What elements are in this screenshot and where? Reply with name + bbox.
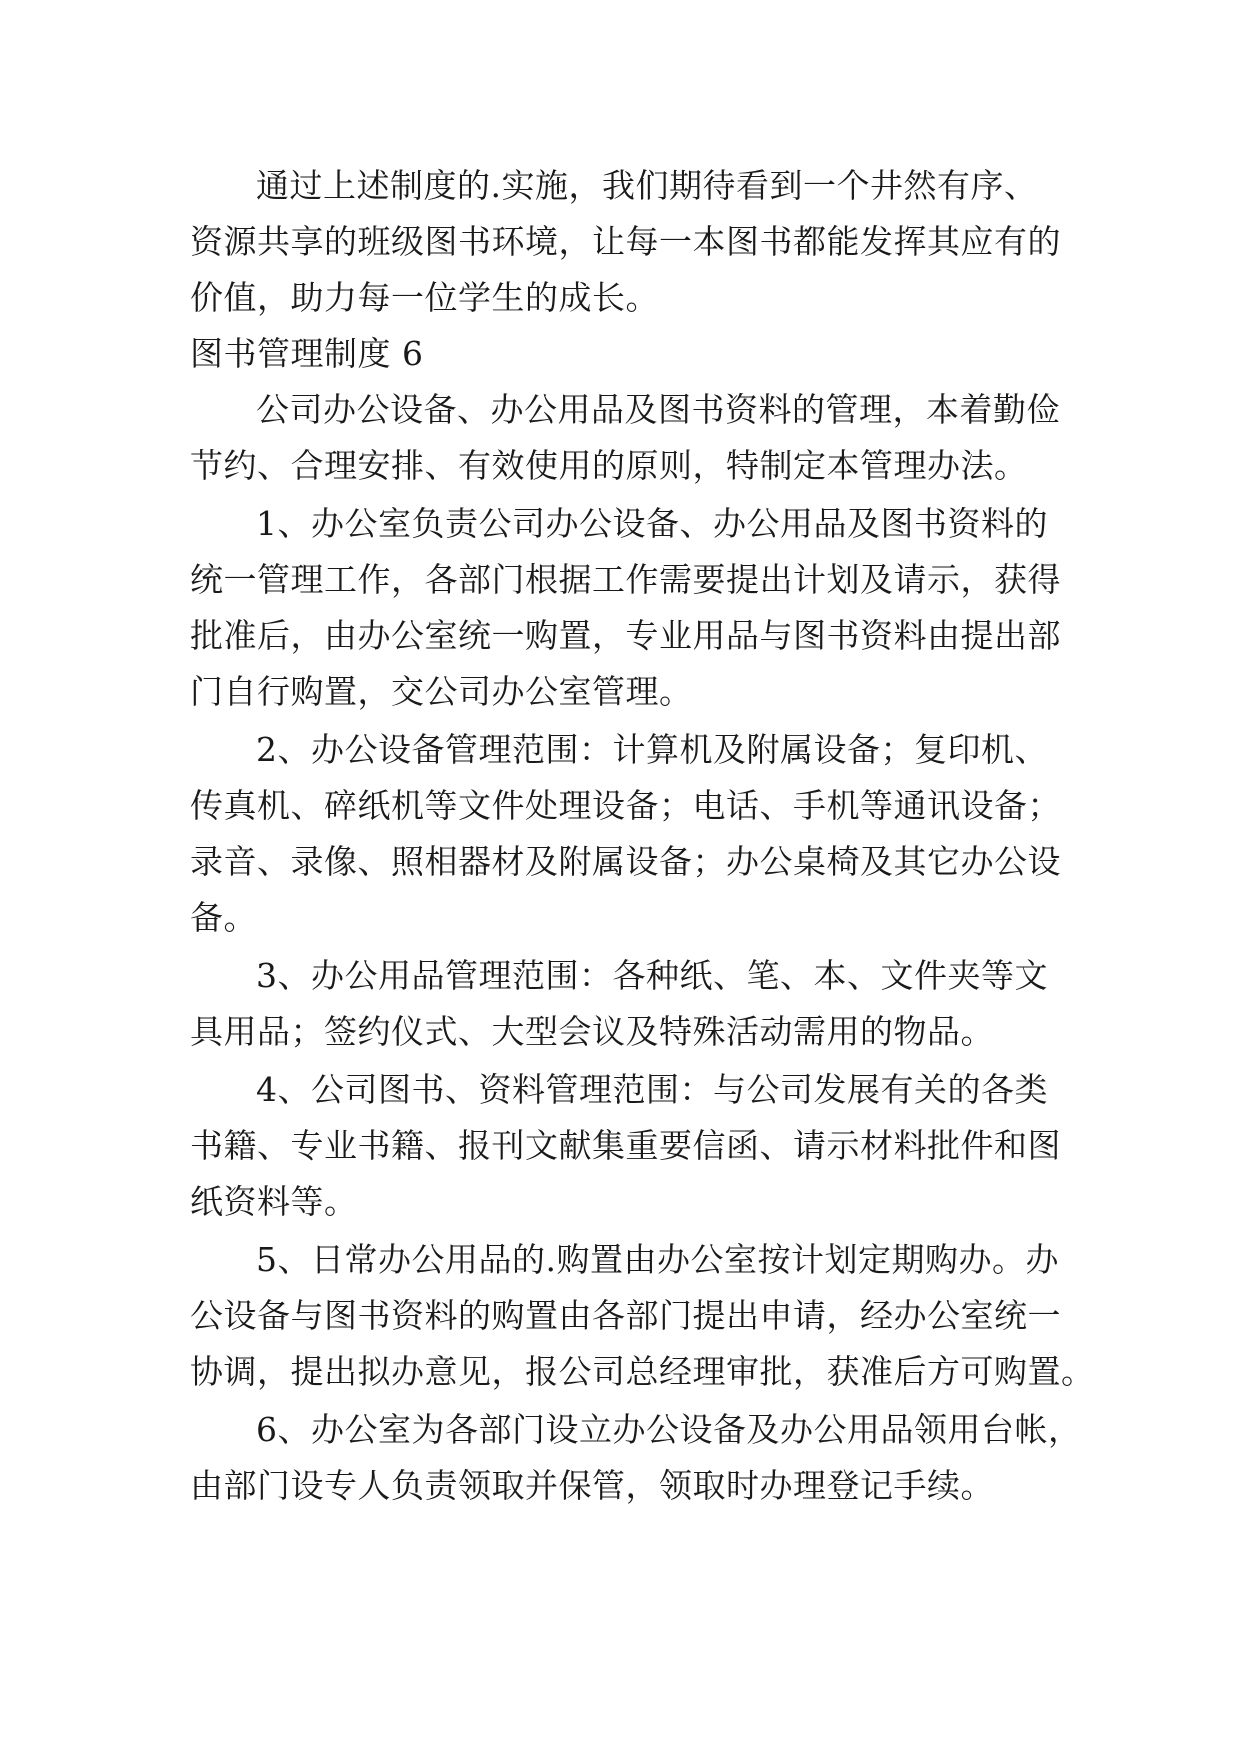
paragraph-line: 1、办公室负责公司办公设备、办公用品及图书资料的: [256, 504, 1048, 543]
paragraph-line: 公设备与图书资料的购置由各部门提出申请，经办公室统一: [190, 1296, 1061, 1335]
paragraph-line: 资源共享的班级图书环境，让每一本图书都能发挥其应有的: [190, 222, 1061, 261]
paragraph-line: 公司办公设备、办公用品及图书资料的管理，本着勤俭: [256, 390, 1060, 429]
paragraph-line: 纸资料等。: [190, 1182, 358, 1221]
paragraph-line: 通过上述制度的.实施，我们期待看到一个井然有序、: [256, 166, 1038, 205]
paragraph-line: 具用品；签约仪式、大型会议及特殊活动需用的物品。: [190, 1012, 994, 1051]
paragraph-line: 由部门设专人负责领取并保管，领取时办理登记手续。: [190, 1466, 994, 1505]
paragraph-line: 统一管理工作，各部门根据工作需要提出计划及请示，获得: [190, 560, 1061, 599]
paragraph-line: 备。: [190, 898, 257, 937]
paragraph-line: 6、办公室为各部门设立办公设备及办公用品领用台帐，: [256, 1410, 1082, 1449]
paragraph-line: 3、办公用品管理范围：各种纸、笔、本、文件夹等文: [256, 956, 1048, 995]
paragraph-line: 门自行购置，交公司办公室管理。: [190, 672, 693, 711]
paragraph-line: 录音、录像、照相器材及附属设备；办公桌椅及其它办公设: [190, 842, 1061, 881]
paragraph-line: 5、日常办公用品的.购置由办公室按计划定期购办。办: [256, 1240, 1059, 1279]
paragraph-line: 书籍、专业书籍、报刊文献集重要信函、请示材料批件和图: [190, 1126, 1061, 1165]
paragraph-line: 批准后，由办公室统一购置，专业用品与图书资料由提出部: [190, 616, 1061, 655]
paragraph-line: 2、办公设备管理范围：计算机及附属设备；复印机、: [256, 730, 1048, 769]
paragraph-line: 价值，助力每一位学生的成长。: [190, 278, 659, 317]
paragraph-line: 节约、合理安排、有效使用的原则，特制定本管理办法。: [190, 446, 1028, 485]
section-heading: 图书管理制度 6: [190, 334, 424, 373]
paragraph-line: 协调，提出拟办意见，报公司总经理审批，获准后方可购置。: [190, 1352, 1095, 1391]
paragraph-line: 传真机、碎纸机等文件处理设备；电话、手机等通讯设备；: [190, 786, 1061, 825]
document-page: [190, 158, 1095, 1514]
paragraph-line: 4、公司图书、资料管理范围：与公司发展有关的各类: [256, 1070, 1048, 1109]
